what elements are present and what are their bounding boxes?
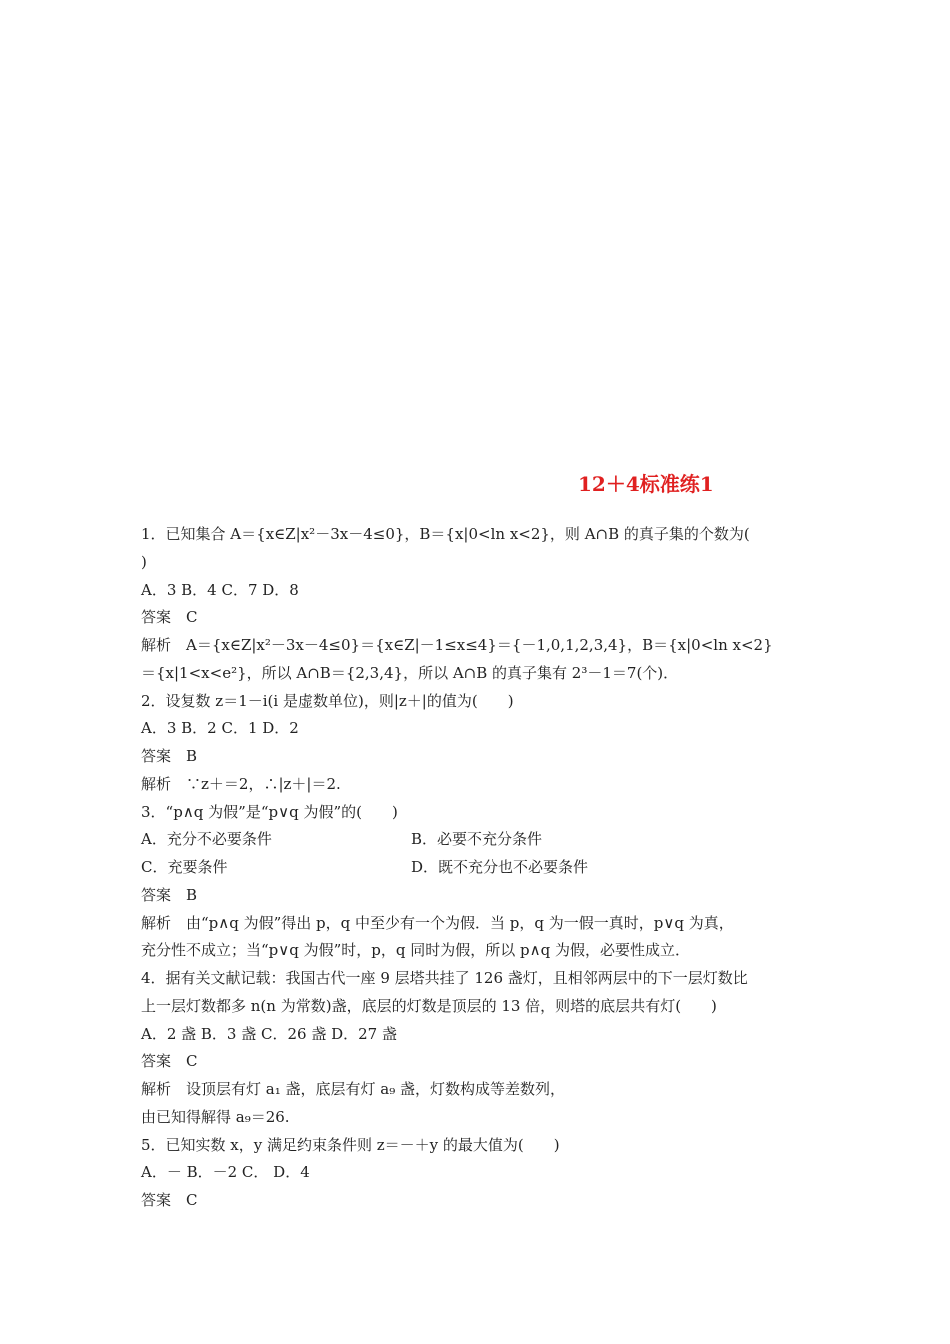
q3-options-row1 xyxy=(141,829,841,849)
q2-options: A．3 B．2 C．1 D．2 xyxy=(141,719,299,737)
q3-option-b: B．必要不充分条件 xyxy=(411,830,543,848)
q2-analysis: 解析 ∵z＋＝2，∴|z＋|＝2. xyxy=(141,775,341,793)
q4-answer: 答案 C xyxy=(141,1052,198,1070)
q3-option-c: C．充要条件 xyxy=(141,858,228,876)
q1-analysis-line2: ＝{x|1<x<e²}，所以 A∩B＝{2,3,4}，所以 A∩B 的真子集有 2³－1＝7(个)． xyxy=(141,664,679,682)
q4-options: A．2 盏 B．3 盏 C．26 盏 D．27 盏 xyxy=(141,1025,397,1043)
q3-answer: 答案 B xyxy=(141,886,198,904)
q1-stem-line1: 1．已知集合 A＝{x∈Z|x²－3x－4≤0}，B＝{x|0<ln x<2}，则 A∩B 的真子集的个数为( xyxy=(141,525,750,543)
q3-analysis-line2: 充分性不成立；当“p∨q 为假”时，p，q 同时为假，所以 p∧q 为假，必要性成立． xyxy=(141,941,690,959)
q3-options-row2 xyxy=(141,857,841,877)
page-title: 12＋4标准练1 xyxy=(578,472,714,496)
q2-stem: 2．设复数 z＝1－i(i 是虚数单位)，则|z＋|的值为( ) xyxy=(141,692,514,710)
q1-stem-line2: ) xyxy=(141,553,147,571)
q1-analysis-line1: 解析 A＝{x∈Z|x²－3x－4≤0}＝{x∈Z|－1≤x≤4}＝{－1,0,1,2,3,4}，B＝{x|0<ln x<2} xyxy=(141,636,773,654)
q5-options: A．－ B．－2 C． D．4 xyxy=(141,1163,310,1181)
q2-answer: 答案 B xyxy=(141,747,198,765)
q4-stem-line1: 4．据有关文献记载：我国古代一座 9 层塔共挂了 126 盏灯，且相邻两层中的下一层灯数比 xyxy=(141,969,748,987)
q1-answer: 答案 C xyxy=(141,608,198,626)
q4-analysis-line2: 由已知得解得 a₉＝26. xyxy=(141,1108,290,1126)
q3-option-d: D．既不充分也不必要条件 xyxy=(411,858,589,876)
q5-stem: 5．已知实数 x，y 满足约束条件则 z＝－＋y 的最大值为( ) xyxy=(141,1136,560,1154)
q3-analysis-line1: 解析 由“p∧q 为假”得出 p，q 中至少有一个为假．当 p，q 为一假一真时，p∨q 为真， xyxy=(141,914,734,932)
q4-stem-line2: 上一层灯数都多 n(n 为常数)盏，底层的灯数是顶层的 13 倍，则塔的底层共有灯( ) xyxy=(141,997,717,1015)
q5-answer: 答案 C xyxy=(141,1191,198,1209)
q4-analysis-line1: 解析 设顶层有灯 a₁ 盏，底层有灯 a₉ 盏，灯数构成等差数列， xyxy=(141,1080,565,1098)
q1-options: A．3 B．4 C．7 D．8 xyxy=(141,581,299,599)
q3-option-a: A．充分不必要条件 xyxy=(141,830,272,848)
q3-stem: 3．“p∧q 为假”是“p∨q 为假”的( ) xyxy=(141,803,398,821)
